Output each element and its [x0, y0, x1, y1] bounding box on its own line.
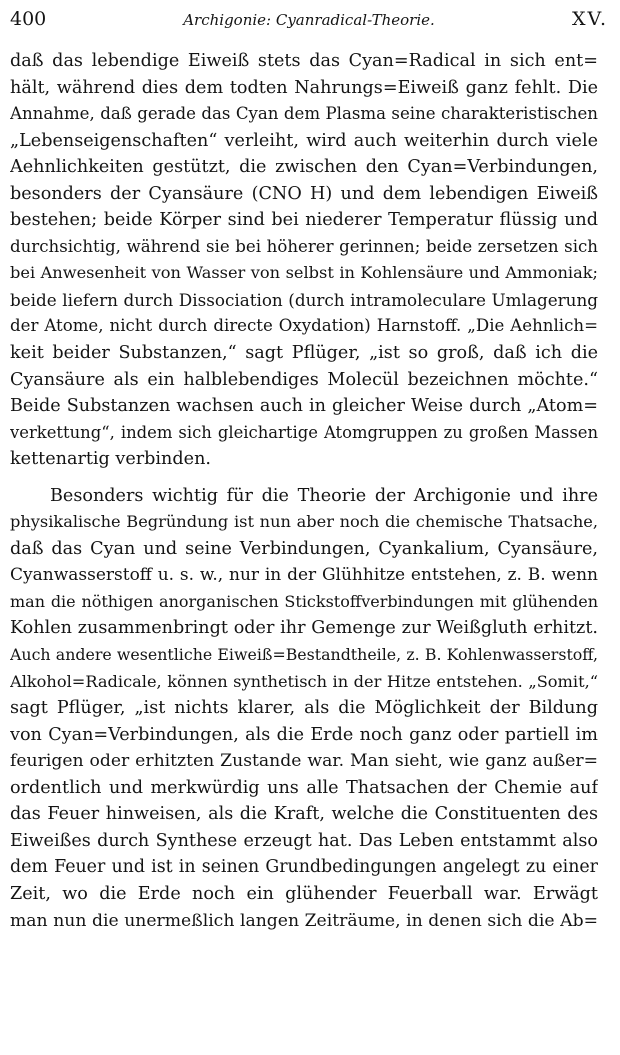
- page-number: 400: [10, 8, 47, 30]
- text-line: verkettung“, indem sich gleichartige Atomgruppen zu großen Massen: [10, 422, 598, 442]
- text-line: „Lebenseigenschaften“ verleiht, wird auch weiterhin durch viele: [10, 130, 598, 151]
- text-line: Zeit, wo die Erde noch ein glühender Feuerball war. Erwägt: [10, 883, 598, 904]
- text-line: hält, während dies dem todten Nahrungs=Eiweiß ganz fehlt. Die: [10, 77, 598, 98]
- text-line: von Cyan=Verbindungen, als die Erde noch ganz oder partiell im: [10, 724, 598, 745]
- text-line: dem Feuer und ist in seinen Grundbedingungen angelegt zu einer: [10, 857, 598, 878]
- text-line: man die nöthigen anorganischen Stickstoffverbindungen mit glühenden: [10, 591, 598, 611]
- text-line: ordentlich und merkwürdig uns alle Thatsachen der Chemie auf: [10, 777, 598, 798]
- text-line: Eiweißes durch Synthese erzeugt hat. Das Leben entstammt also: [10, 830, 598, 851]
- text-line: keit beider Substanzen,“ sagt Pflüger, „ist so groß, daß ich die: [10, 343, 598, 364]
- chapter-number: XV.: [572, 8, 608, 30]
- text-line-indented: Besonders wichtig für die Theorie der Archigonie und ihre: [50, 485, 598, 506]
- text-line: daß das lebendige Eiweiß stets das Cyan=Radical in sich ent=: [10, 51, 598, 71]
- text-line: sagt Pflüger, „ist nichts klarer, als die Möglichkeit der Bildung: [10, 698, 598, 719]
- running-title: Archigonie: Cyanradical-Theorie.: [183, 11, 435, 29]
- text-line: Kohlen zusammenbringt oder ihr Gemenge zur Weißgluth erhitzt.: [10, 618, 598, 639]
- text-line: durchsichtig, während sie bei höherer gerinnen; beide zersetzen sich: [10, 236, 598, 256]
- text-line: feurigen oder erhitzten Zustande war. Man sieht, wie ganz außer=: [10, 751, 598, 772]
- paragraph-1: [10, 48, 598, 473]
- paragraph-gap: [10, 473, 598, 483]
- text-line: Auch andere wesentliche Eiweiß=Bestandtheile, z. B. Kohlenwasserstoff,: [10, 645, 598, 665]
- text-line: beide liefern durch Dissociation (durch intramoleculare Umlagerung: [10, 289, 598, 310]
- text-line: Cyansäure als ein halblebendiges Molecül bezeichnen möchte.“: [10, 369, 598, 390]
- text-line: physikalische Begründung ist nun aber noch die chemische Thatsache,: [10, 512, 598, 532]
- text-line: Beide Substanzen wachsen auch in gleicher Weise durch „Atom=: [10, 396, 598, 417]
- text-line: Annahme, daß gerade das Cyan dem Plasma seine charakteristischen: [10, 104, 598, 124]
- text-line: Aehnlichkeiten gestützt, die zwischen den Cyan=Verbindungen,: [10, 157, 598, 178]
- text-line: bei Anwesenheit von Wasser von selbst in Kohlensäure und Ammoniak;: [10, 263, 598, 283]
- text-line: der Atome, nicht durch directe Oxydation) Harnstoff. „Die Aehnlich=: [10, 316, 598, 336]
- text-line: Cyanwasserstoff u. s. w., nur in der Glühhitze entstehen, z. B. wenn: [10, 565, 598, 586]
- paragraph-2: [10, 483, 598, 934]
- text-line: das Feuer hinweisen, als die Kraft, welche die Constituenten des: [10, 804, 598, 825]
- text-line: besonders der Cyansäure (CNO H) und dem lebendigen Eiweiß: [10, 183, 598, 204]
- body-text: [10, 48, 598, 934]
- page-header: [10, 8, 608, 32]
- text-line: man nun die unermeßlich langen Zeiträume, in denen sich die Ab=: [10, 910, 598, 931]
- text-line-last: kettenartig verbinden.: [10, 449, 211, 470]
- text-line: Alkohol=Radicale, können synthetisch in der Hitze entstehen. „Somit,“: [10, 671, 598, 691]
- text-line: daß das Cyan und seine Verbindungen, Cyankalium, Cyansäure,: [10, 538, 598, 559]
- text-line: bestehen; beide Körper sind bei niederer Temperatur flüssig und: [10, 210, 598, 231]
